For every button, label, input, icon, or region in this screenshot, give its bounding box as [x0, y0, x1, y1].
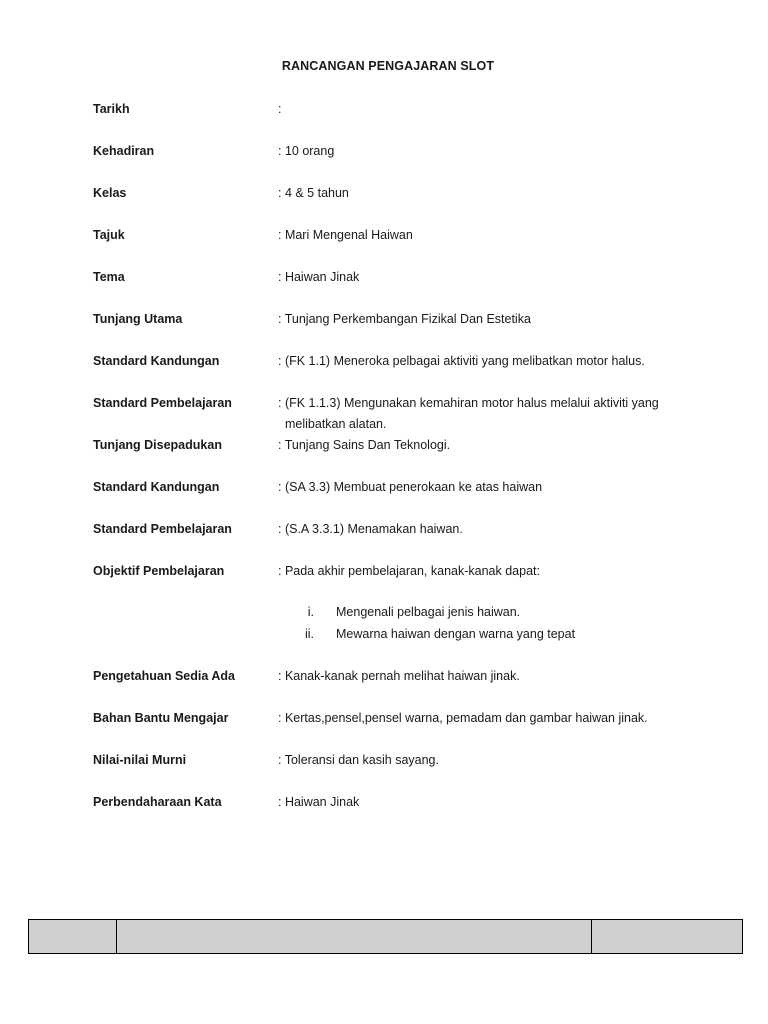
table-header-row — [28, 919, 743, 954]
list-text: Mengenali pelbagai jenis haiwan. — [336, 605, 521, 619]
field-label: Nilai-nilai Murni — [93, 753, 187, 767]
field-label: Kehadiran — [93, 144, 155, 158]
list-number: ii. — [304, 627, 314, 641]
field-label: Standard Pembelajaran — [93, 396, 232, 410]
field-value: : (FK 1.1.3) Mengunakan kemahiran motor halus melalui aktiviti yang — [278, 396, 659, 410]
list-number: i. — [307, 605, 314, 619]
field-value: : Kertas,pensel,pensel warna, pemadam dan gambar haiwan jinak. — [278, 711, 648, 725]
field-label: Tunjang Disepadukan — [93, 438, 222, 452]
field-value: : 4 & 5 tahun — [278, 186, 349, 200]
field-value: : — [278, 102, 282, 116]
field-value: : Haiwan Jinak — [278, 795, 360, 809]
field-value: : (FK 1.1) Meneroka pelbagai aktiviti yang melibatkan motor halus. — [278, 354, 645, 368]
field-value: : Tunjang Perkembangan Fizikal Dan Estetika — [278, 312, 531, 326]
field-label: Standard Kandungan — [93, 480, 220, 494]
field-value: : Toleransi dan kasih sayang. — [278, 753, 439, 767]
field-value: : Mari Mengenal Haiwan — [278, 228, 413, 242]
document-title: RANCANGAN PENGAJARAN SLOT — [281, 59, 495, 73]
field-label: Standard Kandungan — [93, 354, 220, 368]
field-label: Bahan Bantu Mengajar — [93, 711, 229, 725]
field-label: Tajuk — [93, 228, 125, 242]
field-label: Perbendaharaan Kata — [93, 795, 222, 809]
field-value: : Pada akhir pembelajaran, kanak-kanak dapat: — [278, 564, 540, 578]
field-value-continuation: melibatkan alatan. — [285, 417, 387, 431]
field-value: : (SA 3.3) Membuat penerokaan ke atas haiwan — [278, 480, 543, 494]
field-value: : (S.A 3.3.1) Menamakan haiwan. — [278, 522, 463, 536]
table-header-cell — [592, 920, 742, 953]
list-text: Mewarna haiwan dengan warna yang tepat — [336, 627, 576, 641]
field-label: Standard Pembelajaran — [93, 522, 232, 536]
field-value: : 10 orang — [278, 144, 335, 158]
field-label: Kelas — [93, 186, 127, 200]
field-value: : Tunjang Sains Dan Teknologi. — [278, 438, 451, 452]
field-label: Tema — [93, 270, 125, 284]
table-header-cell — [29, 920, 117, 953]
field-label: Pengetahuan Sedia Ada — [93, 669, 235, 683]
field-label: Tunjang Utama — [93, 312, 183, 326]
field-value: : Kanak-kanak pernah melihat haiwan jinak. — [278, 669, 520, 683]
field-label: Tarikh — [93, 102, 130, 116]
table-header-cell — [117, 920, 592, 953]
field-value: : Haiwan Jinak — [278, 270, 360, 284]
field-label: Objektif Pembelajaran — [93, 564, 225, 578]
